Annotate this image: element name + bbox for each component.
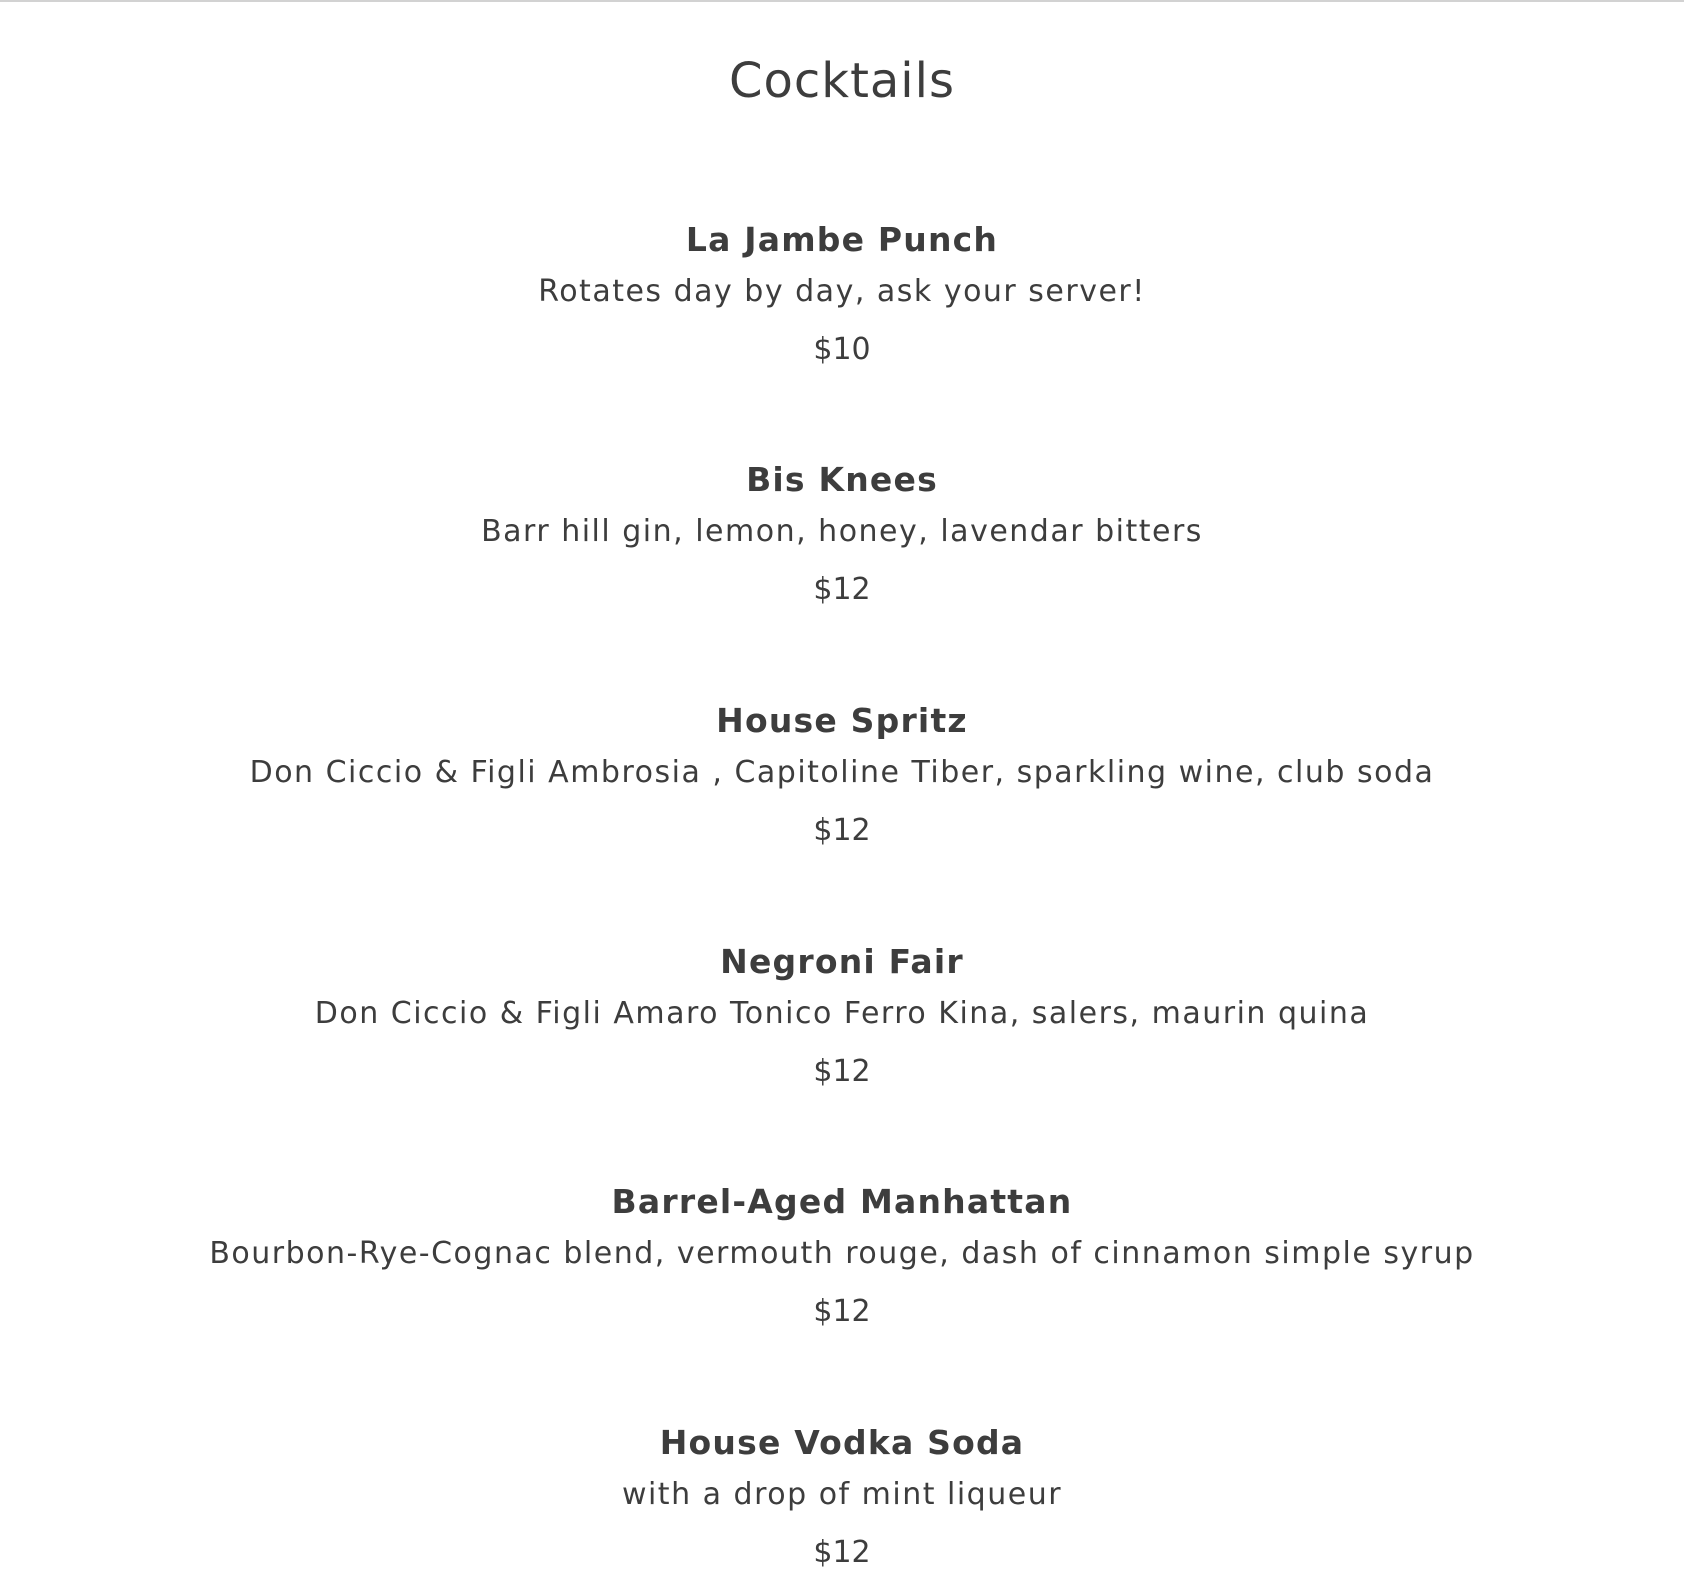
menu-item-name: House Vodka Soda <box>659 1423 1025 1462</box>
menu-item-name: Barrel-Aged Manhattan <box>611 1182 1073 1221</box>
menu-item <box>0 1180 1684 1332</box>
menu-item-name: House Spritz <box>716 701 968 740</box>
menu-item-name: Negroni Fair <box>720 942 964 981</box>
menu-item-price: $12 <box>813 572 871 607</box>
menu-item <box>0 699 1684 851</box>
menu-item <box>0 1421 1684 1573</box>
menu-title: Cocktails <box>729 53 955 109</box>
menu-item-description: Barr hill gin, lemon, honey, lavendar bitters <box>481 514 1203 549</box>
menu-item-description: with a drop of mint liqueur <box>621 1477 1063 1512</box>
menu-item-price: $12 <box>813 1294 871 1329</box>
menu-item <box>0 458 1684 610</box>
menu-item-price: $12 <box>813 1054 871 1089</box>
menu-item-price: $12 <box>813 1535 871 1570</box>
menu-item-price: $12 <box>813 813 871 848</box>
menu-item-name: La Jambe Punch <box>685 220 999 259</box>
menu-item-description: Don Ciccio & Figli Ambrosia , Capitoline Tiber, sparkling wine, club soda <box>249 755 1435 790</box>
menu-item-description: Don Ciccio & Figli Amaro Tonico Ferro Kina, salers, maurin quina <box>314 996 1370 1031</box>
menu-item <box>0 218 1684 370</box>
menu-item-description: Rotates day by day, ask your server! <box>538 274 1146 309</box>
menu-item-description: Bourbon-Rye-Cognac blend, vermouth rouge, dash of cinnamon simple syrup <box>209 1236 1475 1271</box>
menu-item-name: Bis Knees <box>746 460 938 499</box>
menu-item-price: $10 <box>813 332 871 367</box>
menu-item <box>0 940 1684 1092</box>
